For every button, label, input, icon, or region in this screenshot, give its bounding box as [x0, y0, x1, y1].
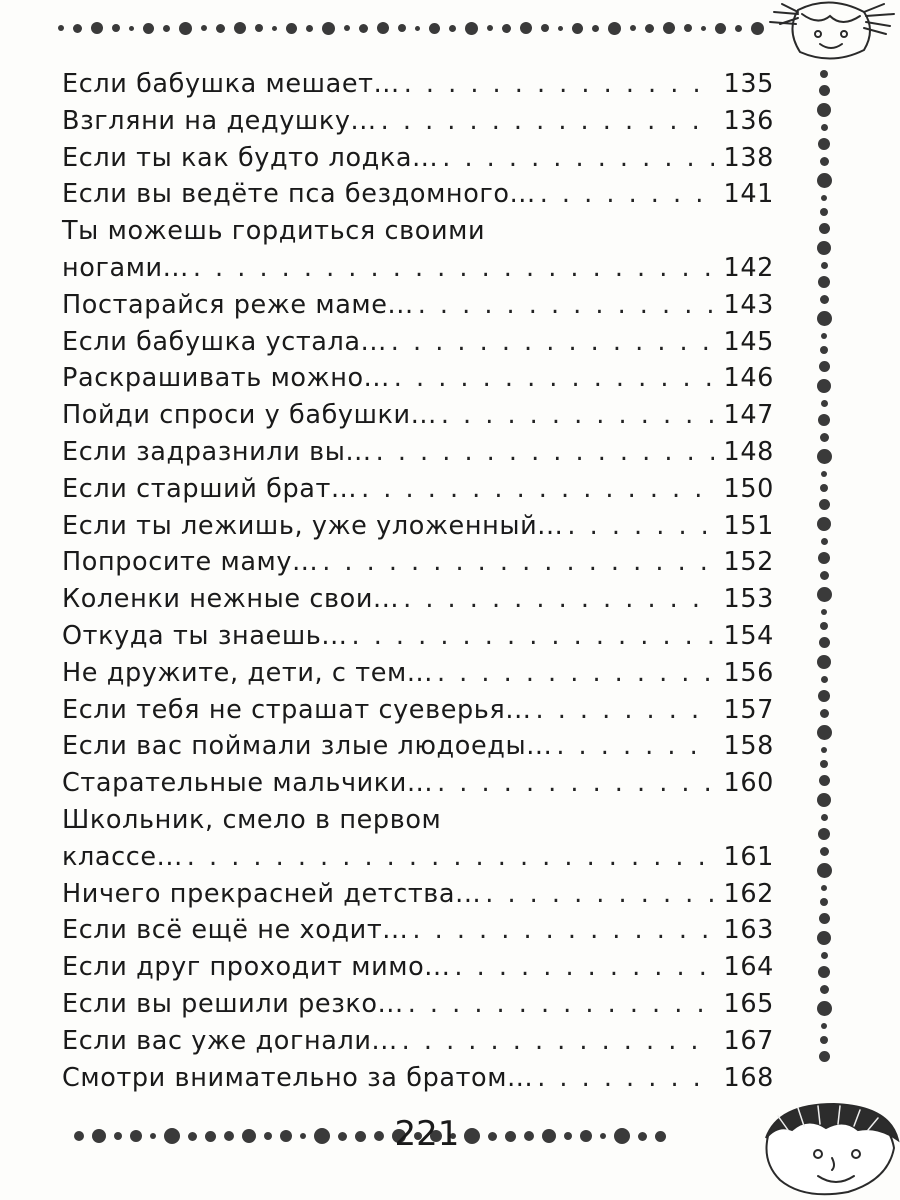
- toc-entry: [62, 765, 774, 802]
- border-dot: [92, 1129, 106, 1143]
- border-dot: [205, 1131, 216, 1142]
- border-dot: [820, 208, 828, 216]
- border-dot: [817, 517, 831, 531]
- toc-entry-title: Если старший брат...: [62, 473, 358, 504]
- border-dot: [487, 25, 493, 31]
- border-dot: [224, 1131, 234, 1141]
- toc-entry-title: Если вас уже догнали...: [62, 1025, 398, 1056]
- toc-entry-title: Если друг проходит мимо...: [62, 952, 451, 983]
- toc-entry-line: [62, 360, 774, 397]
- border-dot: [820, 622, 828, 630]
- toc-entry-title: Старательные мальчики...: [62, 768, 434, 799]
- border-dot: [820, 433, 829, 442]
- toc-entry: [62, 360, 774, 397]
- toc-entry-title: Попросите маму...: [62, 547, 319, 578]
- dot-leader: [390, 360, 714, 397]
- toc-entry-line: [62, 397, 774, 434]
- border-dot: [817, 449, 832, 464]
- border-dot: [592, 25, 599, 32]
- toc-entry: [62, 434, 774, 471]
- table-of-contents: [62, 66, 774, 1096]
- toc-entry-title: Если бабушка устала...: [62, 326, 387, 357]
- dot-leader: [433, 765, 714, 802]
- border-dot: [820, 346, 828, 354]
- border-dot: [821, 471, 827, 477]
- toc-entry: [62, 213, 774, 287]
- toc-entry-title: Ты можешь гордиться своими: [62, 216, 486, 247]
- toc-entry-line: [62, 324, 774, 361]
- border-dot: [820, 847, 829, 856]
- toc-entry-line: [62, 140, 774, 177]
- toc-entry: [62, 949, 774, 986]
- toc-entry-page: 157: [723, 694, 774, 725]
- border-dot: [817, 311, 832, 326]
- border-dot: [542, 1129, 556, 1143]
- toc-entry-line: [62, 581, 774, 618]
- dot-leader: [372, 434, 714, 471]
- border-dot: [74, 1131, 84, 1141]
- border-dot: [322, 22, 335, 35]
- toc-entry-title: Если бабушка мешает...: [62, 69, 400, 99]
- border-dot: [818, 138, 830, 150]
- border-dot: [114, 1132, 122, 1140]
- border-dot: [820, 1036, 828, 1044]
- border-dot: [630, 25, 636, 31]
- toc-entry-line: [62, 912, 774, 949]
- border-dot: [216, 24, 225, 33]
- border-dot: [817, 793, 831, 807]
- toc-entry-page: 138: [723, 142, 774, 173]
- toc-entry-line: [62, 176, 774, 213]
- border-dot: [645, 24, 654, 33]
- toc-entry-title: Коленки нежные свои...: [62, 584, 400, 615]
- toc-entry-line: [62, 103, 774, 140]
- border-dot: [465, 22, 478, 35]
- toc-entry-page: 148: [723, 436, 774, 467]
- border-dot: [820, 709, 829, 718]
- border-dot: [524, 1131, 534, 1141]
- toc-entry-line: [62, 655, 774, 692]
- toc-entry: [62, 692, 774, 729]
- dot-leader: [408, 912, 714, 949]
- dot-leader: [404, 986, 714, 1023]
- border-dot: [817, 173, 832, 188]
- border-dot: [735, 25, 742, 32]
- border-dot: [819, 85, 830, 96]
- border-dot: [314, 1128, 330, 1144]
- border-dot: [374, 1131, 384, 1141]
- border-dot: [819, 361, 830, 372]
- toc-entry: [62, 544, 774, 581]
- toc-entry: [62, 176, 774, 213]
- toc-entry-page: 160: [723, 768, 774, 799]
- border-dot: [638, 1132, 647, 1141]
- toc-entry-page: 161: [723, 841, 774, 872]
- border-dot: [112, 24, 120, 32]
- toc-entry-title: Если вы ведёте пса бездомного...: [62, 179, 536, 210]
- toc-entry: [62, 876, 774, 913]
- border-dot: [449, 25, 456, 32]
- border-dot: [819, 1051, 830, 1062]
- toc-entry-title: Откуда ты знаешь...: [62, 620, 348, 651]
- toc-entry: [62, 655, 774, 692]
- dot-leader: [183, 839, 714, 876]
- toc-entry-title: Раскрашивать можно...: [62, 363, 390, 394]
- toc-entry: [62, 581, 774, 618]
- border-dot: [701, 26, 706, 31]
- border-dot: [821, 814, 828, 821]
- toc-entry: [62, 287, 774, 324]
- toc-entry: [62, 103, 774, 140]
- border-dot: [201, 25, 207, 31]
- page-number: 221: [394, 1114, 460, 1154]
- toc-entry-page: 162: [723, 878, 774, 909]
- border-dot: [488, 1132, 497, 1141]
- boy-face-icon: [748, 1096, 900, 1200]
- border-dot: [164, 1128, 180, 1144]
- border-dot: [817, 931, 831, 945]
- dot-leader: [398, 1023, 714, 1060]
- border-dot: [188, 1132, 197, 1141]
- border-dot: [338, 1132, 347, 1141]
- border-dot: [820, 898, 828, 906]
- toc-entry-title: Смотри внимательно за братом...: [62, 1062, 534, 1093]
- toc-entry-page: 136: [723, 105, 774, 136]
- toc-entry: [62, 66, 774, 103]
- dot-leader: [437, 397, 714, 434]
- border-dot: [608, 22, 621, 35]
- dot-leader: [387, 324, 714, 361]
- dot-leader: [438, 140, 714, 177]
- border-dot: [817, 103, 831, 117]
- dot-leader: [481, 876, 714, 913]
- border-dot: [600, 1133, 606, 1139]
- border-dot: [344, 25, 350, 31]
- toc-entry-line: [62, 949, 774, 986]
- toc-entry-title: Если задразнили вы...: [62, 436, 372, 467]
- border-dot: [300, 1133, 306, 1139]
- toc-entry-page: 167: [723, 1025, 774, 1056]
- toc-entry-line: [62, 618, 774, 655]
- border-dot: [663, 22, 675, 34]
- border-dot: [558, 26, 563, 31]
- border-dot: [73, 24, 82, 33]
- toc-entry-title: Если всё ещё не ходит...: [62, 915, 409, 946]
- toc-entry-title: Школьник, смело в первом: [62, 804, 442, 835]
- dot-leader: [377, 103, 714, 140]
- toc-entry-page: 164: [723, 952, 774, 983]
- toc-entry: [62, 728, 774, 765]
- border-dot: [821, 952, 828, 959]
- border-dot: [820, 760, 828, 768]
- toc-entry-title: Постарайся реже маме...: [62, 289, 414, 320]
- toc-entry-title: Пойди спроси у бабушки...: [62, 400, 437, 431]
- toc-entry: [62, 1060, 774, 1097]
- border-dot: [821, 609, 827, 615]
- border-dot: [818, 414, 830, 426]
- toc-entry-page: 150: [723, 473, 774, 504]
- dot-leader: [414, 287, 714, 324]
- border-dot: [429, 23, 440, 34]
- toc-entry-line: [62, 544, 774, 581]
- border-dot: [820, 571, 829, 580]
- toc-entry-line: [62, 839, 774, 876]
- border-dot: [580, 1130, 592, 1142]
- border-dot: [817, 379, 831, 393]
- toc-entry-line: [62, 66, 774, 103]
- toc-entry: [62, 324, 774, 361]
- border-dot: [163, 25, 170, 32]
- toc-entry-line: [62, 876, 774, 913]
- border-dot: [818, 828, 830, 840]
- border-dot: [355, 1131, 366, 1142]
- dot-leader: [563, 508, 714, 545]
- border-dot: [821, 538, 828, 545]
- border-dot: [306, 25, 313, 32]
- border-dot: [280, 1130, 292, 1142]
- dot-leader: [400, 66, 714, 103]
- border-dot: [819, 775, 830, 786]
- border-dot: [821, 124, 828, 131]
- toc-entry: [62, 508, 774, 545]
- toc-entry-line: [62, 765, 774, 802]
- border-dot: [91, 22, 103, 34]
- toc-entry-page: 156: [723, 657, 774, 688]
- border-dot: [821, 1023, 827, 1029]
- border-dot: [655, 1131, 666, 1142]
- border-dot: [817, 587, 832, 602]
- toc-entry: [62, 140, 774, 177]
- border-dot: [821, 676, 828, 683]
- border-dot: [818, 552, 830, 564]
- toc-entry-title: Если ты лежишь, уже уложенный...: [62, 510, 564, 541]
- toc-entry: [62, 397, 774, 434]
- toc-entry: [62, 986, 774, 1023]
- border-dot: [817, 655, 831, 669]
- border-dot: [821, 747, 827, 753]
- border-dot: [684, 24, 692, 32]
- border-dot: [820, 295, 829, 304]
- border-dot: [819, 637, 830, 648]
- toc-entry-title: Не дружите, дети, с тем...: [62, 657, 433, 688]
- border-dot: [818, 966, 830, 978]
- border-dot: [817, 725, 832, 740]
- border-dot: [572, 23, 583, 34]
- border-dot: [614, 1128, 630, 1144]
- toc-entry: [62, 1023, 774, 1060]
- border-dot: [819, 223, 830, 234]
- dot-leader: [433, 655, 714, 692]
- border-dot: [821, 400, 828, 407]
- border-dot: [821, 885, 827, 891]
- dot-leader: [450, 949, 714, 986]
- border-dot: [817, 863, 832, 878]
- toc-entry-line: [62, 213, 774, 250]
- right-dotted-border: [812, 70, 836, 1110]
- toc-entry-page: 145: [723, 326, 774, 357]
- border-dot: [820, 70, 828, 78]
- border-dot: [819, 913, 830, 924]
- toc-entry-page: 153: [723, 584, 774, 615]
- girl-face-icon: [760, 0, 900, 66]
- border-dot: [242, 1129, 256, 1143]
- border-dot: [58, 25, 64, 31]
- border-dot: [359, 24, 368, 33]
- border-dot: [821, 262, 828, 269]
- toc-entry-line: [62, 508, 774, 545]
- border-dot: [820, 157, 829, 166]
- toc-entry-line: [62, 434, 774, 471]
- border-dot: [143, 23, 154, 34]
- dot-leader: [533, 1060, 714, 1097]
- border-dot: [150, 1133, 156, 1139]
- toc-entry-page: 151: [723, 510, 774, 541]
- toc-entry-line: [62, 471, 774, 508]
- border-dot: [264, 1132, 272, 1140]
- dot-leader: [536, 176, 714, 213]
- toc-entry-page: 135: [723, 69, 774, 99]
- toc-entry-line: [62, 692, 774, 729]
- border-dot: [129, 26, 134, 31]
- border-dot: [820, 985, 829, 994]
- border-dot: [272, 26, 277, 31]
- toc-entry-title: Если вас поймали злые людоеды...: [62, 731, 553, 762]
- border-dot: [817, 1001, 832, 1016]
- border-dot: [377, 22, 389, 34]
- border-dot: [234, 22, 246, 34]
- dot-leader: [189, 250, 714, 287]
- border-dot: [820, 484, 828, 492]
- toc-entry-page: 165: [723, 988, 774, 1019]
- toc-entry-page: 154: [723, 620, 774, 651]
- border-dot: [415, 26, 420, 31]
- toc-entry-page: 141: [723, 179, 774, 210]
- border-dot: [821, 195, 827, 201]
- border-dot: [502, 24, 511, 33]
- border-dot: [817, 241, 831, 255]
- toc-entry-title: классе...: [62, 841, 183, 872]
- toc-entry-page: 142: [723, 252, 774, 283]
- border-dot: [255, 24, 263, 32]
- dot-leader: [348, 618, 715, 655]
- border-dot: [398, 24, 406, 32]
- toc-entry-page: 143: [723, 289, 774, 320]
- border-dot: [818, 276, 830, 288]
- toc-entry-title: Если ты как будто лодка...: [62, 142, 439, 173]
- border-dot: [541, 24, 549, 32]
- toc-entry-page: 158: [723, 731, 774, 762]
- dot-leader: [399, 581, 714, 618]
- border-dot: [821, 333, 827, 339]
- toc-entry-line: [62, 250, 774, 287]
- border-dot: [715, 23, 726, 34]
- toc-entry-line: [62, 1023, 774, 1060]
- dot-leader: [318, 544, 714, 581]
- border-dot: [179, 22, 192, 35]
- toc-entry-line: [62, 728, 774, 765]
- top-dotted-border: [58, 18, 763, 38]
- toc-entry-title: Ничего прекрасней детства...: [62, 878, 482, 909]
- border-dot: [819, 499, 830, 510]
- toc-entry-title: ногами...: [62, 252, 189, 283]
- border-dot: [286, 23, 297, 34]
- toc-entry-page: 163: [723, 915, 774, 946]
- toc-entry: [62, 802, 774, 876]
- toc-entry-line: [62, 986, 774, 1023]
- border-dot: [505, 1131, 516, 1142]
- toc-entry: [62, 471, 774, 508]
- toc-entry: [62, 618, 774, 655]
- border-dot: [564, 1132, 572, 1140]
- toc-entry-page: 168: [723, 1062, 774, 1093]
- dot-leader: [552, 728, 714, 765]
- toc-entry-line: [62, 287, 774, 324]
- toc-entry-page: 147: [723, 400, 774, 431]
- toc-entry: [62, 912, 774, 949]
- toc-entry-title: Если вы решили резко...: [62, 988, 404, 1019]
- border-dot: [818, 690, 830, 702]
- toc-entry-page: 146: [723, 363, 774, 394]
- toc-entry-line: [62, 802, 774, 839]
- dot-leader: [357, 471, 714, 508]
- toc-entry-page: 152: [723, 547, 774, 578]
- dot-leader: [531, 692, 714, 729]
- toc-entry-title: Если тебя не страшат суеверья...: [62, 694, 532, 725]
- toc-entry-title: Взгляни на дедушку...: [62, 105, 377, 136]
- border-dot: [130, 1130, 142, 1142]
- toc-entry-line: [62, 1060, 774, 1097]
- border-dot: [520, 22, 532, 34]
